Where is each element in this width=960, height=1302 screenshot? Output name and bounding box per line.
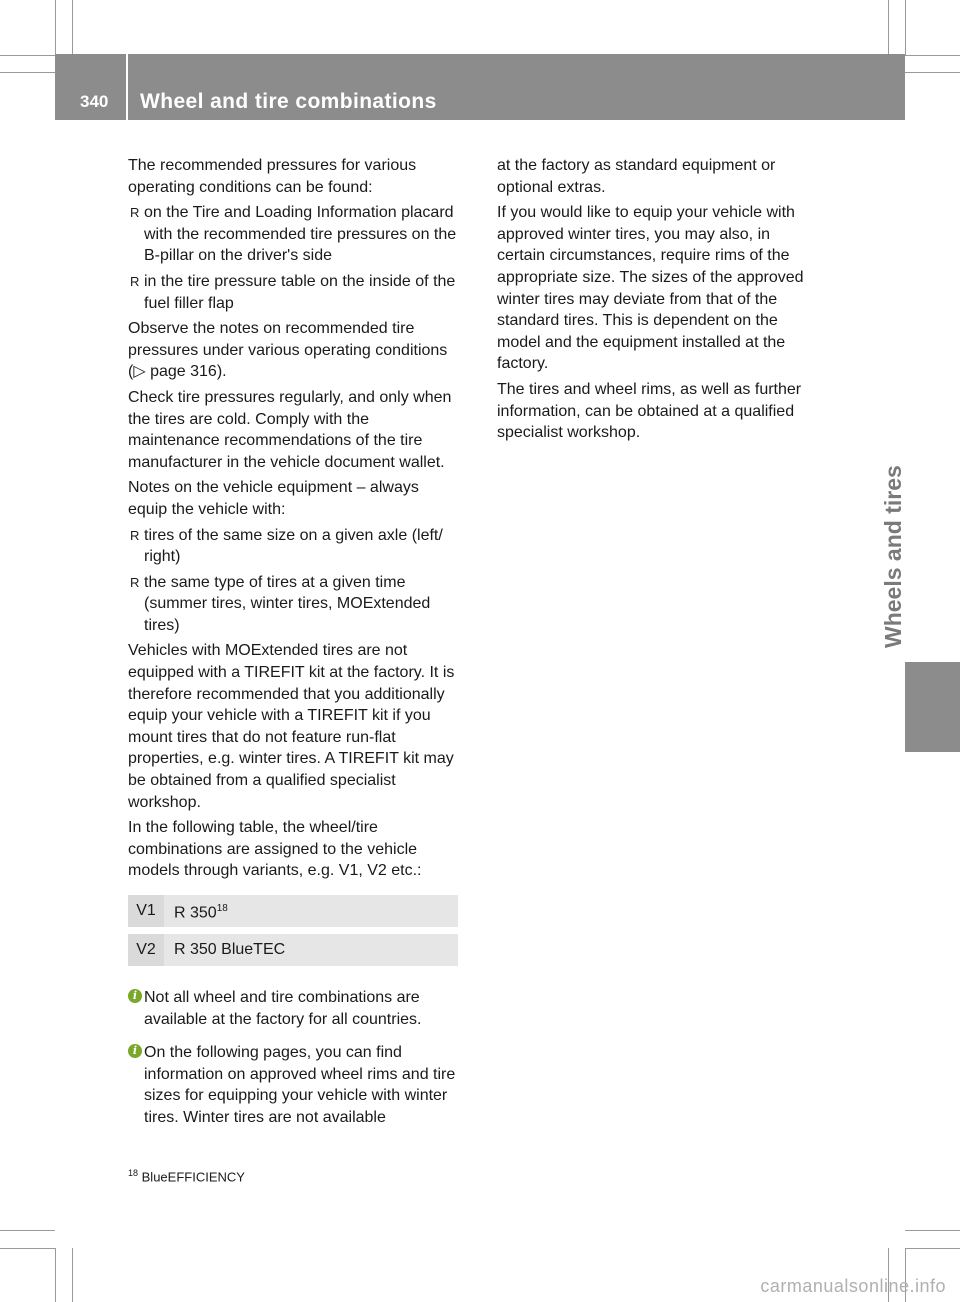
crop-mark — [905, 55, 960, 56]
crop-mark — [905, 0, 906, 55]
footnote-ref: 18 — [216, 903, 228, 915]
footnote-text: BlueEFFICIENCY — [141, 1169, 245, 1185]
list-item: R tires of the same size on a given axle (left/ right) — [130, 526, 443, 566]
bullet-icon: R — [130, 574, 140, 590]
crop-mark — [0, 55, 55, 56]
footnote-number: 18 — [128, 1168, 139, 1178]
crop-mark — [0, 72, 55, 73]
list-item: R the same type of tires at a given time (summer tires, winter tires, MOExtended tires) — [130, 573, 431, 634]
table-cell-name: R 350 BlueTEC — [164, 934, 458, 966]
crop-mark — [905, 1230, 960, 1231]
page-title: Wheel and tire combinations — [140, 90, 437, 113]
list-item: R on the Tire and Loading Information placard with the recommended tire pressures on the B-pillar on the driver's side — [130, 204, 457, 265]
paragraph: Notes on the vehicle equipment – always equip the vehicle with: — [128, 479, 419, 518]
bullet-icon: R — [130, 527, 140, 543]
crop-mark — [0, 1248, 55, 1249]
crop-mark — [55, 1248, 56, 1302]
crop-mark — [72, 1248, 73, 1302]
crop-mark — [905, 1248, 960, 1249]
page-number: 340 — [80, 92, 109, 111]
paragraph: The recommended pressures for various operating conditions can be found: — [128, 157, 417, 196]
paragraph: Check tire pressures regularly, and only when the tires are cold. Comply with the maintenance recommendations of the tire manufacturer in the vehicle document wallet. — [128, 388, 452, 471]
watermark: carmanualsonline.info — [760, 1276, 946, 1296]
variants-table — [128, 888, 458, 973]
footnote — [128, 1168, 245, 1184]
paragraph: at the factory as standard equipment or optional extras. — [497, 157, 776, 196]
paragraph: The tires and wheel rims, as well as further information, can be obtained at a qualified specialist workshop. — [497, 380, 802, 442]
left-column — [128, 155, 460, 1141]
bullet-icon: R — [130, 273, 140, 289]
paragraph: Vehicles with MOExtended tires are not equipped with a TIREFIT kit at the factory. It is therefore recommended that you additionally equip your vehicle with a TIREFIT kit if you mount tires that do not feature run-flat properties, e.g. winter tires. A TIREFIT kit may be obtained from a qualified specialist workshop. — [128, 642, 455, 811]
info-icon: i — [128, 1044, 142, 1058]
section-tab-marker — [905, 662, 960, 752]
info-note: i Not all wheel and tire combinations are available at the factory for all countries. — [128, 987, 460, 1030]
crop-mark — [888, 0, 889, 55]
paragraph: In the following table, the wheel/tire combinations are assigned to the vehicle models through variants, e.g. V1, V2 etc.: — [128, 819, 422, 880]
table-row — [128, 934, 458, 966]
table-row — [128, 895, 458, 927]
crop-mark — [905, 72, 960, 73]
bullet-icon: R — [130, 205, 140, 221]
right-column — [497, 155, 815, 448]
table-cell-code: V2 — [128, 934, 164, 966]
info-note: i On the following pages, you can find information on approved wheel rims and tire sizes for equipping your vehicle with winter tires. Winter tires are not available — [128, 1042, 460, 1128]
paragraph: If you would like to equip your vehicle with approved winter tires, you may also, in certain circumstances, require rims of the appropriate size. The sizes of the approved winter tires may deviate from that of the standard tires. This is dependent on the model and the equipment installed at the factory. — [497, 204, 804, 373]
table-cell-name: R 350$^{18}$ — [164, 895, 458, 927]
header-divider — [126, 54, 128, 120]
crop-mark — [0, 1230, 55, 1231]
info-icon: i — [128, 989, 142, 1003]
crop-mark — [72, 0, 73, 55]
crop-mark — [55, 0, 56, 55]
paragraph: Observe the notes on recommended tire pressures under various operating conditions (▷ page 316). — [128, 320, 448, 381]
section-tab-label: Wheels and tires — [880, 465, 906, 648]
table-cell-code: V1 — [128, 895, 164, 927]
list-item: R in the tire pressure table on the inside of the fuel filler flap — [130, 272, 456, 312]
